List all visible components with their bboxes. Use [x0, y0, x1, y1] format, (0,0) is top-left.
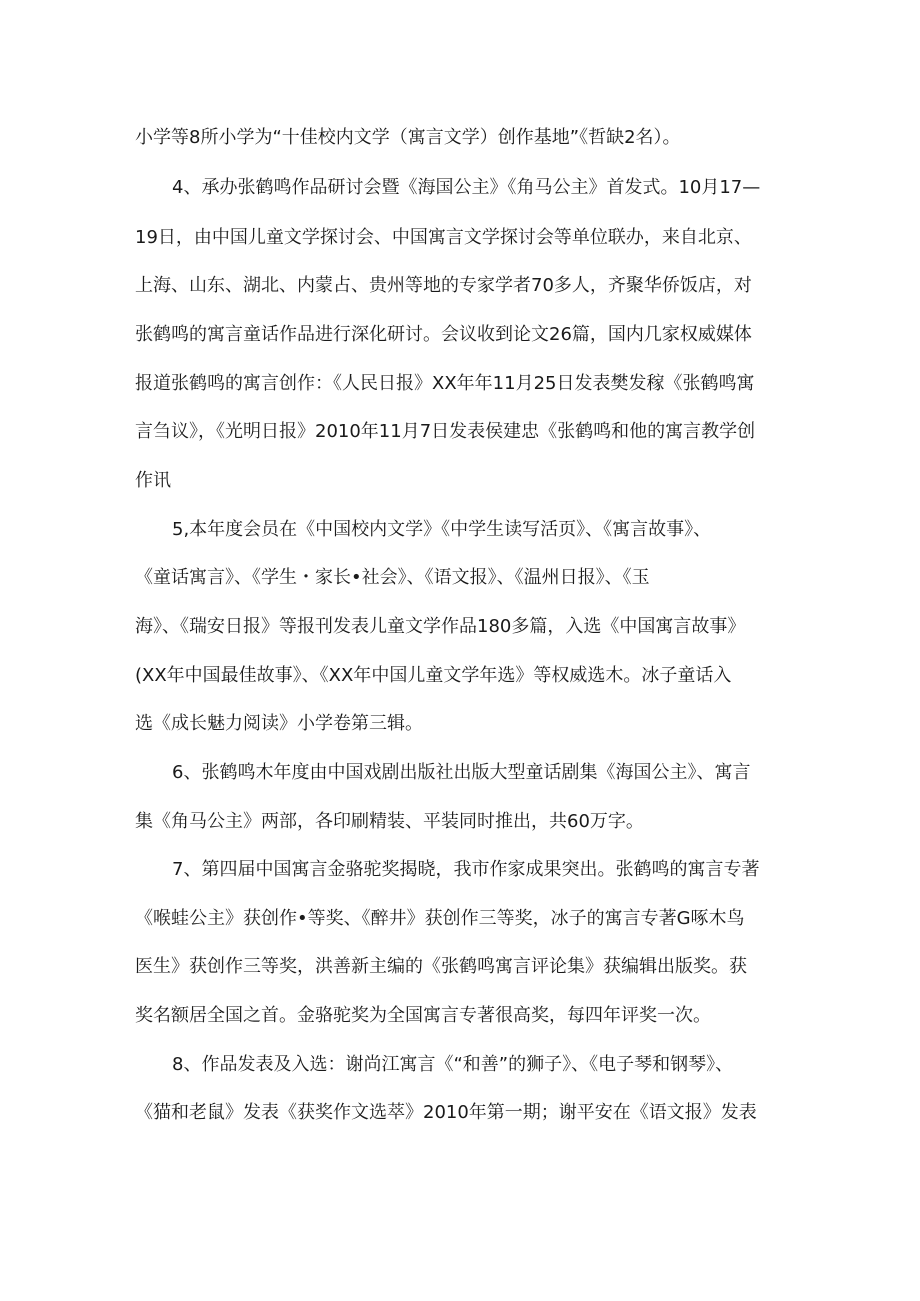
text-line: 言刍议》，《光明日报》2010年11月7日发表侯建忠《张鹤鸣和他的寓言教学创: [135, 421, 756, 442]
text-line: 19日，由中国儿童文学探讨会、中国寓言文学探讨会等单位联办，来自北京、: [135, 227, 752, 248]
text-line: 6、张鹤鸣木年度由中国戏剧出版社出版大型童话剧集《海国公主》、寓言: [172, 762, 751, 783]
text-line: 《喉蛙公主》获创作•等奖、《醉井》获创作三等奖，冰子的寓言专著G啄木鸟: [135, 908, 745, 929]
text-line: 上海、山东、湖北、内蒙占、贵州等地的专家学者70多人，齐聚华侨饭店，对: [135, 275, 752, 296]
text-line: 报道张鹤鸣的寓言创作：《人民日报》XX年年11月25日发表樊发稼《张鹤鸣寓: [135, 373, 755, 394]
text-line: 集《角马公主》两部，各印刷精装、平装同时推出，共60万字。: [135, 811, 644, 832]
text-line: 《猫和老鼠》发表《获奖作文选萃》2010年第一期；谢平安在《语文报》发表: [135, 1102, 757, 1123]
text-line: 5,本年度会员在《中国校内文学》《中学生读写活页》、《寓言故事》、: [172, 519, 712, 540]
text-line: 海》、《瑞安日报》等报刊发表儿童文学作品180多篇，入选《中国寓言故事》: [135, 616, 746, 637]
text-line: 奖名额居全国之首。金骆驼奖为全国寓言专著很高奖，每四年评奖一次。: [135, 1005, 711, 1026]
text-line: 作讯: [135, 470, 171, 491]
text-line: 医生》获创作三等奖，洪善新主编的《张鹤鸣寓言评论集》获编辑出版奖。获: [135, 956, 747, 977]
text-line: 《童话寓言》、《学生・家长•社会》、《语文报》、《温州日报》、《玉: [135, 567, 650, 588]
text-line: 7、第四届中国寓言金骆驼奖揭晓，我市作家成果突出。张鹤鸣的寓言专著: [172, 859, 760, 880]
text-line: 8、作品发表及入选：谢尚江寓言《“和善”的狮子》、《电子琴和钢琴》、: [172, 1054, 734, 1075]
text-line: 选《成长魅力阅读》小学卷第三辑。: [135, 713, 423, 734]
text-line: 4、承办张鹤鸣作品研讨会暨《海国公主》《角马公主》首发式。10月17—: [172, 177, 761, 198]
text-line: (XX年中国最佳故事》、《XX年中国儿童文学年选》等权威选木。冰子童话入: [135, 665, 732, 686]
text-line: 张鹤鸣的寓言童话作品进行深化研讨。会议收到论文26篇，国内几家权威媒体: [135, 324, 752, 345]
text-line: 小学等8所小学为“十佳校内文学（寓言文学）创作基地”《哲缺2名）。: [135, 127, 681, 148]
